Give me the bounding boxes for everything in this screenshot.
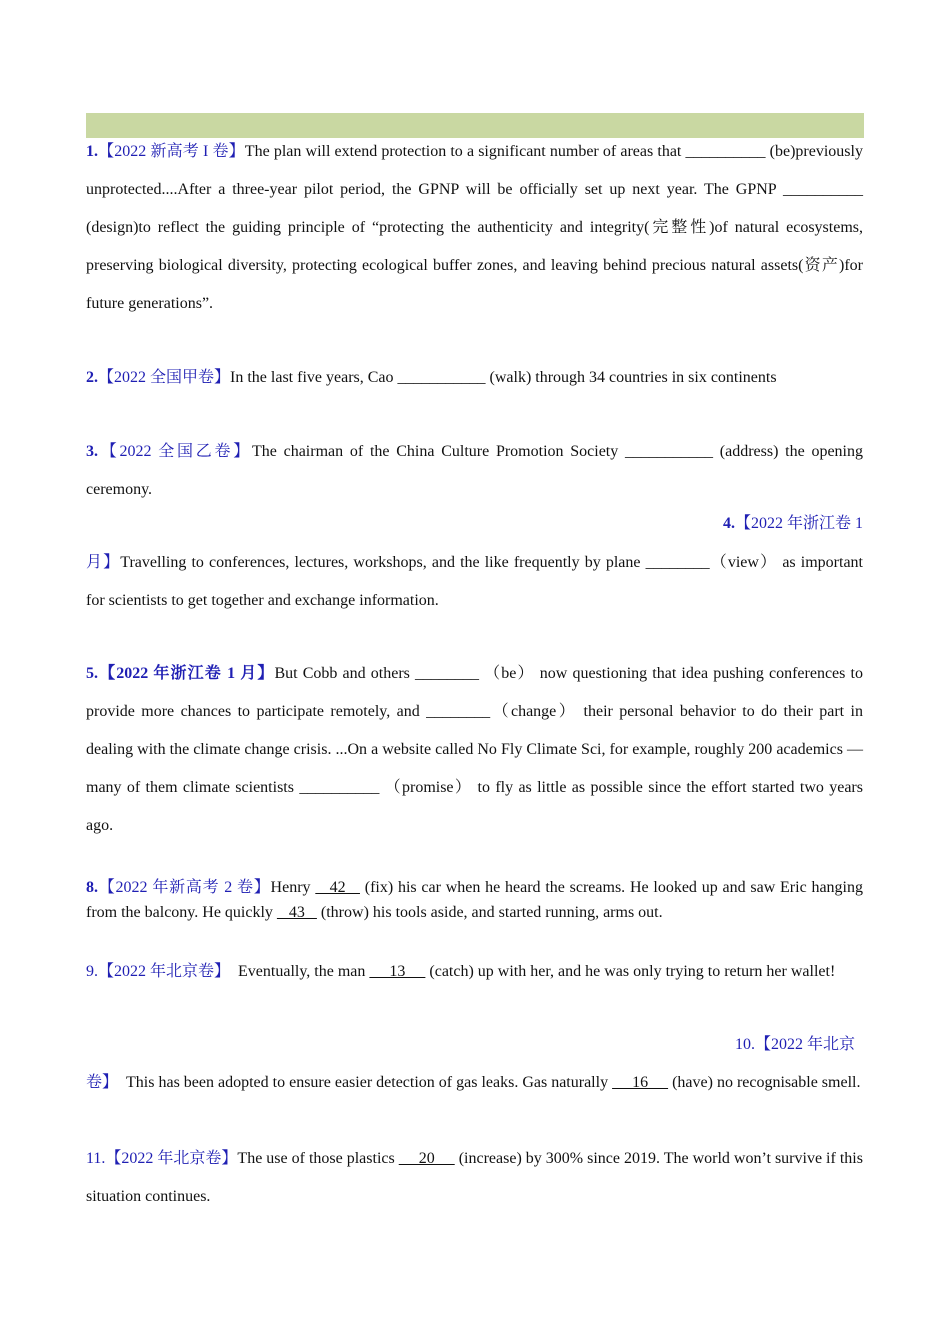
question-text: But Cobb and others	[274, 665, 416, 682]
question-text: （promise） to fly as little as possible since the effort started two years ago.	[86, 779, 863, 834]
question-number: 3.	[86, 443, 98, 460]
question-text: (walk) through 34 countries in six continents	[485, 369, 777, 386]
question-text: (address) the opening ceremony.	[86, 443, 863, 498]
question-number: 10.	[734, 1036, 755, 1053]
question-text: Eventually, the man	[230, 963, 370, 980]
question-source: 【2022 新高考 I 卷】	[98, 143, 245, 160]
question-source: 【2022 年北京	[754, 1036, 855, 1053]
question-text: The use of those plastics	[237, 1150, 399, 1167]
question-source: 【2022 全国乙卷】	[98, 443, 252, 460]
question-text: (catch) up with her, and he was only trying to return her wallet!	[425, 963, 836, 980]
question-5	[86, 655, 863, 845]
answer-blank: ___________	[397, 369, 486, 386]
question-source: 卷】	[86, 1074, 119, 1091]
filled-answer: 42	[315, 879, 360, 896]
question-10-source-line	[78, 1026, 855, 1064]
question-number: 2.	[86, 369, 98, 386]
question-10	[86, 1064, 863, 1102]
filled-answer: 43	[276, 904, 317, 921]
question-text: (design)to reflect the guiding principle of “protecting the authenticity and integrity(完整性)of natural ecosystems, preserving biological diversity, protecting ecological buffer zones, and leaving behind precious natural assets(资产)for future generations”.	[86, 219, 863, 312]
question-number: 11.	[86, 1150, 106, 1167]
question-text: (be)previously unprotected....After a three-year pilot period, the GPNP will be officially set up next year. The GPNP	[86, 143, 863, 198]
question-text: （change） their personal behavior to do their part in dealing with the climate change crisis. ...On a website called No Fly Climate Sci, for example, roughly 200 academics —many of them climate scientists	[86, 703, 863, 796]
filled-answer: 20	[398, 1150, 455, 1167]
question-1	[86, 133, 863, 323]
question-source: 【2022 全国甲卷】	[98, 369, 231, 386]
filled-answer: 13	[369, 963, 426, 980]
question-9	[86, 953, 863, 991]
question-text: (throw) his tools aside, and started running, arms out.	[316, 904, 663, 921]
question-source: 【2022 年浙江卷 1	[734, 515, 863, 532]
question-text: （view） as important for scientists to get together and exchange information.	[86, 554, 863, 609]
question-text: In the last five years, Cao	[230, 369, 398, 386]
question-source: 【2022 年北京卷】	[105, 1150, 238, 1167]
question-4-source-line	[86, 505, 863, 543]
question-text: This has been adopted to ensure easier detection of gas leaks. Gas naturally	[118, 1074, 613, 1091]
question-number: 4.	[722, 515, 735, 532]
question-source: 【2022 年新高考 2 卷】	[98, 879, 271, 896]
question-text: (have) no recognisable smell.	[668, 1074, 861, 1091]
question-number: 1.	[86, 143, 98, 160]
question-8	[86, 875, 863, 925]
answer-blank: ________	[415, 665, 480, 682]
answer-blank: ________	[426, 703, 491, 720]
answer-blank: ________	[645, 554, 710, 571]
filled-answer: 16	[612, 1074, 669, 1091]
question-text: Travelling to conferences, lectures, workshops, and the like frequently by plane	[120, 554, 646, 571]
question-number: 9.	[86, 963, 98, 980]
question-text: （be） now questioning that idea pushing conferences to provide more chances to participate remotely, and	[86, 665, 863, 720]
question-text: The plan will extend protection to a significant number of areas that	[244, 143, 686, 160]
question-4	[86, 544, 863, 620]
answer-blank: __________	[783, 181, 863, 198]
question-2	[86, 359, 863, 397]
question-number: 8.	[86, 879, 98, 896]
answer-blank: __________	[299, 779, 380, 796]
question-source: 月】	[86, 554, 121, 571]
question-text: (fix) his car when he heard the screams. He looked up and saw Eric hanging from the balcony. He quickly	[86, 879, 863, 921]
question-3	[86, 433, 863, 509]
question-text: (increase) by 300% since 2019. The world won’t survive if this situation continues.	[86, 1150, 863, 1205]
document-page	[86, 0, 863, 1344]
question-text: The chairman of the China Culture Promotion Society	[251, 443, 626, 460]
question-source: 【2022 年北京卷】	[98, 963, 231, 980]
question-source: 【2022 年浙江卷 1 月】	[98, 665, 275, 682]
question-number: 5.	[86, 665, 98, 682]
answer-blank: __________	[685, 143, 766, 160]
answer-blank: ___________	[625, 443, 714, 460]
question-11	[86, 1140, 863, 1216]
question-text: Henry	[270, 879, 316, 896]
